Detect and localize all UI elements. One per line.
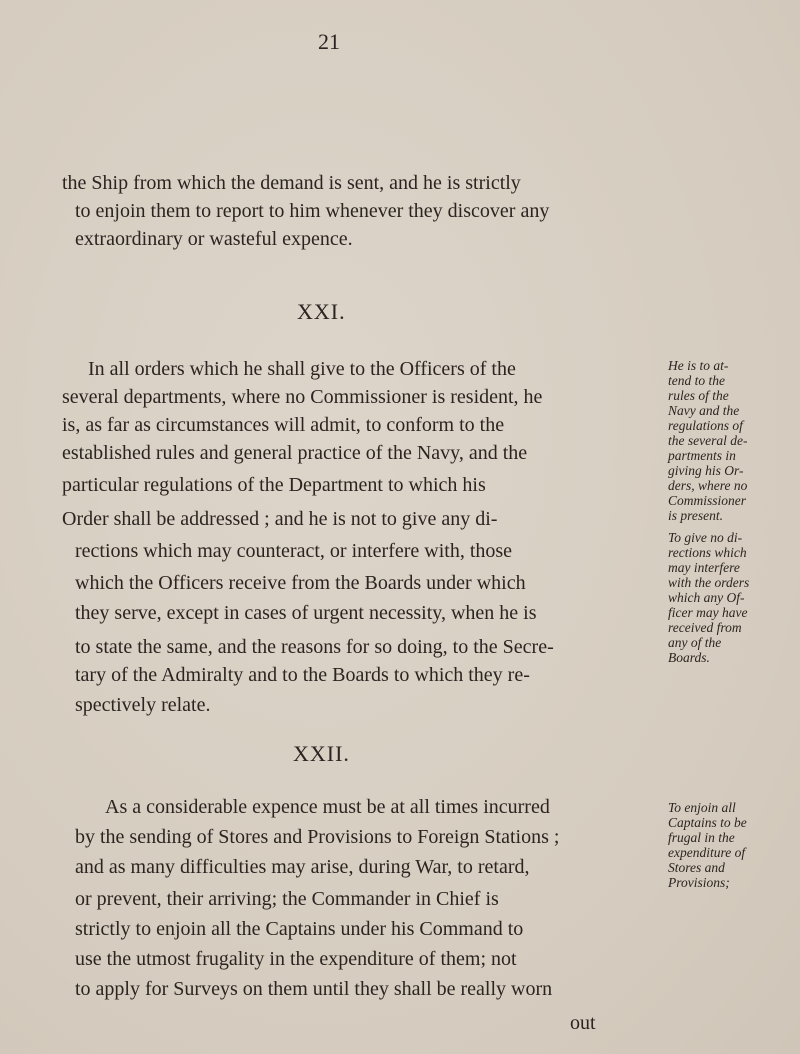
margin-note-line: regulations of [668, 418, 743, 433]
text-line: they serve, except in cases of urgent necessity, when he is [75, 602, 537, 624]
page-number: 21 [318, 29, 340, 54]
margin-note-line: giving his Or- [668, 463, 744, 478]
margin-note-line: any of the [668, 635, 722, 650]
margin-note-line: expenditure of [668, 845, 746, 860]
text-line: particular regulations of the Department to which his [62, 474, 486, 496]
text-line: strictly to enjoin all the Captains under his Command to [75, 918, 524, 940]
margin-note-line: the several de- [668, 433, 748, 448]
text-line: to state the same, and the reasons for so doing, to the Secre- [75, 636, 554, 658]
margin-note-line: Navy and the [668, 403, 740, 418]
margin-note-line: frugal in the [668, 830, 735, 845]
margin-note-line: rules of the [668, 388, 729, 403]
margin-note-line: with the orders [668, 575, 750, 590]
margin-note-line: Captains to be [668, 815, 747, 830]
text-line: to apply for Surveys on them until they shall be really worn [75, 978, 553, 1000]
margin-note-line: received from [668, 620, 742, 635]
margin-note-line: To give no di- [668, 530, 743, 545]
margin-note-line: is present. [668, 508, 723, 523]
text-line: spectively relate. [75, 694, 211, 716]
margin-note [668, 358, 796, 523]
text-line: which the Officers receive from the Boards under which [75, 572, 526, 594]
text-line: rections which may counteract, or interfere with, those [75, 540, 513, 562]
text-line: is, as far as circumstances will admit, to conform to the [62, 414, 505, 436]
margin-note-line: tend to the [668, 373, 725, 388]
text-line: to enjoin them to report to him whenever they discover any [75, 200, 550, 222]
margin-note-line: Boards. [668, 650, 710, 665]
margin-note-line: ders, where no [668, 478, 748, 493]
margin-note-line: rections which [668, 545, 747, 560]
text-line: established rules and general practice of the Navy, and the [62, 442, 528, 464]
margin-note-line: partments in [668, 448, 736, 463]
margin-note-line: He is to at- [668, 358, 729, 373]
text-line: by the sending of Stores and Provisions to Foreign Stations ; [75, 826, 560, 848]
margin-note-line: Provisions; [668, 875, 730, 890]
catchword: out [570, 1012, 596, 1034]
text-line: the Ship from which the demand is sent, and he is strictly [62, 172, 521, 194]
margin-note-line: To enjoin all [668, 800, 736, 815]
text-line: several departments, where no Commissioner is resident, he [62, 386, 543, 408]
section-heading-xxi: XXI. [297, 299, 346, 324]
section-heading-xxii: XXII. [293, 741, 350, 766]
text-line: extraordinary or wasteful expence. [75, 228, 353, 250]
margin-note-line: may interfere [668, 560, 740, 575]
text-line: tary of the Admiralty and to the Boards to which they re- [75, 664, 530, 686]
margin-note-line: ficer may have [668, 605, 748, 620]
text-line: and as many difficulties may arise, during War, to retard, [75, 856, 530, 878]
margin-note-line: Commissioner [668, 493, 747, 508]
margin-note [668, 530, 796, 665]
text-line: or prevent, their arriving; the Commander in Chief is [75, 888, 499, 910]
margin-note-line: which any Of- [668, 590, 745, 605]
text-line: As a considerable expence must be at all times incurred [105, 796, 550, 818]
text-line: In all orders which he shall give to the Officers of the [88, 358, 516, 380]
text-line: Order shall be addressed ; and he is not to give any di- [62, 508, 498, 530]
text-line: use the utmost frugality in the expenditure of them; not [75, 948, 517, 970]
margin-note-line: Stores and [668, 860, 725, 875]
margin-note [668, 800, 796, 890]
